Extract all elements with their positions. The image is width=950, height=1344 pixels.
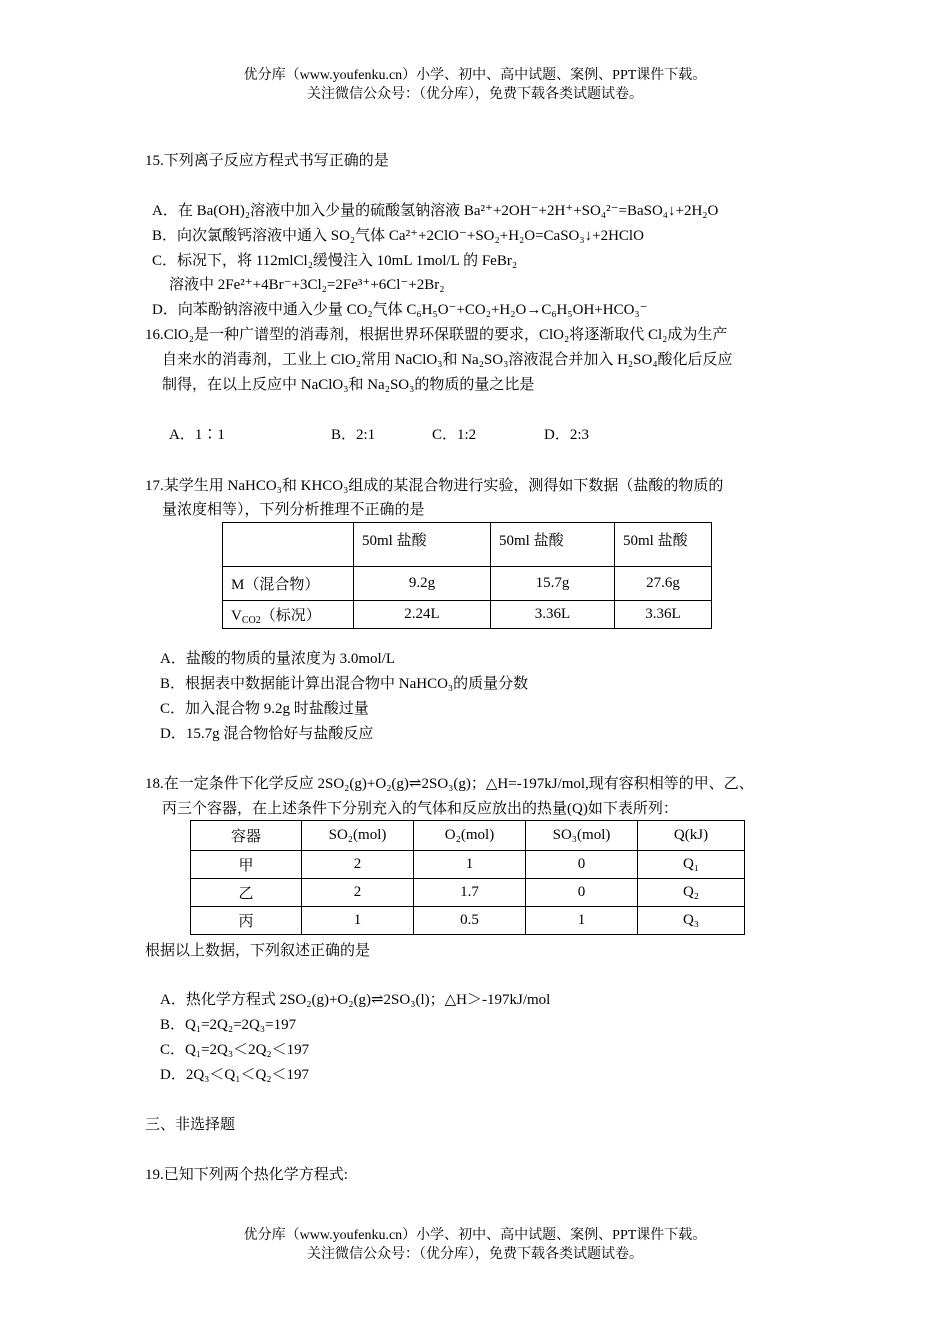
q17-table-header-2: 50ml 盐酸 — [491, 523, 615, 567]
q16-stem-line2: 自来水的消毒剂，工业上 ClO₂常用 NaClO₃和 Na₂SO₃溶液混合并加入 H₂SO₄酸化后反应 — [162, 352, 733, 368]
q18-table-cell: 1.7 — [414, 879, 526, 907]
q15-stem: 15.下列离子反应方程式书写正确的是 — [145, 153, 389, 169]
q17-option-d: D．15.7g 混合物恰好与盐酸反应 — [160, 726, 374, 742]
q18-option-d: D．2Q₃＜Q₁＜Q₂＜197 — [160, 1067, 310, 1083]
q16-option-a: A．1∶1 — [169, 427, 225, 443]
q18-table-cell: Q₁ — [638, 851, 745, 879]
q15-option-d: D．向苯酚钠溶液中通入少量 CO₂气体 C₆H₅O⁻+CO₂+H₂O→C₆H₅OH+HCO₃⁻ — [152, 302, 648, 318]
q18-table-cell: Q₃ — [638, 907, 745, 935]
q18-data-table — [190, 820, 745, 935]
q18-option-b: B．Q₁=2Q₂=2Q₃=197 — [160, 1017, 297, 1033]
q19-stem: 19.已知下列两个热化学方程式: — [145, 1167, 348, 1183]
q16-option-c: C．1:2 — [432, 427, 477, 443]
q16-option-b: B．2:1 — [331, 427, 376, 443]
q18-table-cell: 丙 — [191, 907, 302, 935]
q18-table-cell: 0.5 — [414, 907, 526, 935]
header-line-1: 优分库（www.youfenku.cn）小学、初中、高中试题、案例、PPT课件下载。 — [243, 68, 707, 83]
q15-option-c-line2: 溶液中 2Fe²⁺+4Br⁻+3Cl₂=2Fe³⁺+6Cl⁻+2Br₂ — [169, 277, 445, 293]
q17-row-mass-cell: 9.2g — [354, 567, 491, 601]
q17-row-mass-cell: 27.6g — [615, 567, 712, 601]
q18-table-cell: 0 — [526, 879, 638, 907]
q17-row-mass-cell: 15.7g — [491, 567, 615, 601]
footer-line-2: 关注微信公众号：（优分库），免费下载各类试题试卷。 — [307, 1247, 643, 1262]
q15-option-b: B．向次氯酸钙溶液中通入 SO₂气体 Ca²⁺+2ClO⁻+SO₂+H₂O=CaSO₃↓+2HClO — [152, 228, 644, 244]
section-3-heading: 三、非选择题 — [145, 1117, 236, 1133]
q17-row-volume-cell: 3.36L — [491, 601, 615, 629]
footer-line-1: 优分库（www.youfenku.cn）小学、初中、高中试题、案例、PPT课件下载。 — [243, 1228, 707, 1243]
q18-table-cell: 乙 — [191, 879, 302, 907]
q17-row-volume-cell: 2.24L — [354, 601, 491, 629]
q17-row-volume-cell: 3.36L — [615, 601, 712, 629]
q18-option-a: A．热化学方程式 2SO₂(g)+O₂(g)⇌2SO₃(l)；△H＞-197kJ/mol — [160, 992, 551, 1008]
q18-table-cell: 2 — [302, 879, 414, 907]
q17-option-a: A．盐酸的物质的量浓度为 3.0mol/L — [160, 651, 395, 667]
q17-option-c: C．加入混合物 9.2g 时盐酸过量 — [160, 701, 369, 717]
q18-stem-line2: 丙三个容器，在上述条件下分别充入的气体和反应放出的热量(Q)如下表所列： — [162, 801, 678, 817]
q18-table-header: SO₃(mol) — [526, 821, 638, 851]
q18-table-header: 容器 — [191, 821, 302, 851]
q18-after-table: 根据以上数据，下列叙述正确的是 — [145, 943, 371, 959]
q18-table-header: SO₂(mol) — [302, 821, 414, 851]
q17-row-volume-label: $V_{CO2}$（标况） — [223, 601, 354, 629]
q18-table-cell: 甲 — [191, 851, 302, 879]
q18-table-cell: 0 — [526, 851, 638, 879]
q18-option-c: C．Q₁=2Q₃＜2Q₂＜197 — [160, 1042, 310, 1058]
q16-option-d: D．2:3 — [544, 427, 590, 443]
q15-option-c-line1: C．标况下，将 112mlCl₂缓慢注入 10mL 1mol/L 的 FeBr₂ — [152, 253, 518, 269]
q17-table-header-3: 50ml 盐酸 — [615, 523, 712, 567]
q18-table-cell: 1 — [526, 907, 638, 935]
q17-data-table — [222, 522, 712, 629]
q18-table-header: Q(kJ) — [638, 821, 745, 851]
q18-stem-line1: 18.在一定条件下化学反应 2SO₂(g)+O₂(g)⇌2SO₃(g)；△H=-197kJ/mol,现有容积相等的甲、乙、 — [145, 776, 754, 792]
q18-table-header: O₂(mol) — [414, 821, 526, 851]
q16-stem-line3: 制得，在以上反应中 NaClO₃和 Na₂SO₃的物质的量之比是 — [162, 377, 535, 393]
q18-table-cell: 1 — [414, 851, 526, 879]
q17-stem-line2: 量浓度相等），下列分析推理不正确的是 — [162, 502, 425, 518]
q17-table-header-corner — [223, 523, 354, 567]
q17-row-mass-label: M（混合物） — [223, 567, 354, 601]
q17-table-header-1: 50ml 盐酸 — [354, 523, 491, 567]
header-line-2: 关注微信公众号：（优分库），免费下载各类试题试卷。 — [307, 87, 643, 102]
q16-stem-line1: 16.ClO₂是一种广谱型的消毒剂，根据世界环保联盟的要求，ClO₂将逐渐取代 Cl₂成为生产 — [145, 327, 728, 343]
q18-table-cell: Q₂ — [638, 879, 745, 907]
q18-table-cell: 1 — [302, 907, 414, 935]
q18-table-cell: 2 — [302, 851, 414, 879]
q17-stem-line1: 17.某学生用 NaHCO₃和 KHCO₃组成的某混合物进行实验，测得如下数据（盐酸的物质的 — [145, 478, 724, 494]
q17-option-b: B．根据表中数据能计算出混合物中 NaHCO₃的质量分数 — [160, 676, 529, 692]
q15-option-a: A．在 Ba(OH)₂溶液中加入少量的硫酸氢钠溶液 Ba²⁺+2OH⁻+2H⁺+SO₄²⁻=BaSO₄↓+2H₂O — [152, 203, 719, 219]
